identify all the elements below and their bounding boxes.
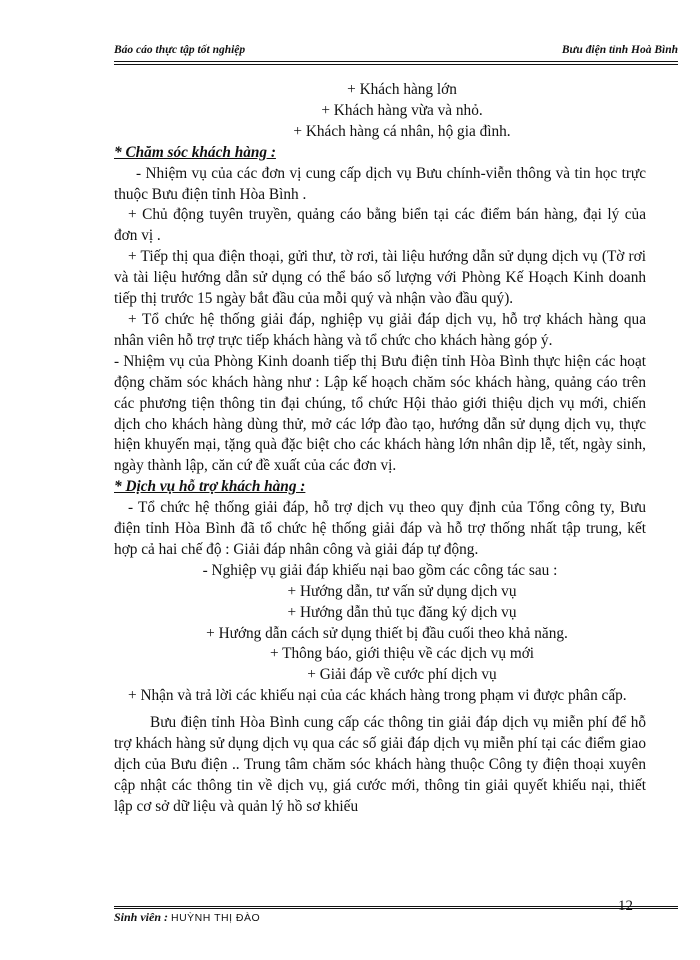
paragraph: + Tổ chức hệ thống giải đáp, nghiệp vụ giải đáp dịch vụ, hỗ trợ khách hàng qua nhân viên hỗ trợ trực tiếp khách hàng và tổ chức cho khách hàng góp ý. bbox=[114, 310, 646, 349]
header-right-title: Bưu điện tỉnh Hoà Bình bbox=[561, 44, 678, 56]
footer-label: Sinh viên : bbox=[114, 910, 169, 924]
paragraph: + Thông báo, giới thiệu về các dịch vụ mới bbox=[269, 645, 535, 663]
paragraph: + Khách hàng cá nhân, hộ gia đình. bbox=[293, 122, 511, 140]
paragraph: + Khách hàng vừa và nhỏ. bbox=[321, 101, 483, 119]
paragraph: - Nhiệm vụ của các đơn vị cung cấp dịch vụ Bưu chính-viễn thông và tin học trực thuộc Bưu điện tỉnh Hòa Bình . bbox=[114, 164, 646, 203]
header-rule-thin bbox=[114, 64, 678, 65]
paragraph: + Tiếp thị qua điện thoại, gửi thư, tờ rơi, tài liệu hướng dẫn sử dụng dịch vụ (Tờ rơi và tài liệu hướng dẫn sử dụng có thể báo số lượng với Phòng Kế Hoạch Kinh doanh tiếp thị trước 15 ngày bắt đầu của mỗi quý và nhận vào đầu quý). bbox=[114, 248, 646, 308]
header-left-title: Báo cáo thực tập tốt nghiệp bbox=[114, 44, 246, 56]
paragraph: + Hướng dẫn, tư vấn sử dụng dịch vụ bbox=[287, 582, 517, 600]
page-footer bbox=[114, 910, 260, 925]
paragraph: - Nhiệm vụ của Phòng Kinh doanh tiếp thị Bưu điện tỉnh Hòa Bình thực hiện các hoạt động chăm sóc khách hàng như : Lập kế hoạch chăm sóc khách hàng, quảng cáo trên các phương tiện thông tin đại chúng, tổ chức Hội thảo giới thiệu dịch vụ mới, chiến dịch cho khách hàng dùng thử, mở các lớp đào tạo, hướng dẫn sử dụng dịch vụ, thực hiện khuyến mại, tặng quà đặc biệt cho các khách hàng lớn nhân dịp lễ, tết, ngày sinh, ngày thành lập, căn cứ đề xuất của các đơn vị. bbox=[114, 352, 646, 475]
footer-rule bbox=[114, 906, 678, 907]
student-name: HUỲNH THỊ ĐÀO bbox=[171, 912, 261, 924]
footer-rule-thin bbox=[114, 908, 678, 909]
paragraph: + Chủ động tuyên truyền, quảng cáo bằng biển tại các điểm bán hàng, đại lý của đơn vị . bbox=[114, 206, 646, 245]
paragraph: Bưu điện tỉnh Hòa Bình cung cấp các thông tin giải đáp dịch vụ miễn phí để hỗ trợ khách hàng sử dụng dịch vụ qua các số giải đáp dịch vụ miễn phí tại các điểm giao dịch của Bưu điện .. Trung tâm chăm sóc khách hàng thuộc Công ty điện thoại xuyên cập nhật các thông tin về dịch vụ, giá cước mới, thông tin giải quyết khiếu nại, thiết lập cơ sở dữ liệu và quản lý hồ sơ khiếu bbox=[114, 714, 646, 815]
paragraph: + Nhận và trả lời các khiếu nại của các khách hàng trong phạm vi được phân cấp. bbox=[128, 687, 627, 705]
page-header bbox=[114, 44, 678, 58]
paragraph: + Giải đáp về cước phí dịch vụ bbox=[307, 666, 497, 684]
paragraph: + Hướng dẫn thủ tục đăng ký dịch vụ bbox=[287, 603, 517, 621]
page-number: 12 bbox=[618, 898, 633, 914]
paragraph: - Tổ chức hệ thống giải đáp, hỗ trợ dịch vụ theo quy định của Tổng công ty, Bưu điện tỉnh Hòa Bình đã tổ chức hệ thống giải đáp và hỗ trợ thống nhất tập trung, kết hợp cả hai chế độ : Giải đáp nhân công và giải đáp tự động. bbox=[114, 499, 646, 558]
paragraph: + Khách hàng lớn bbox=[347, 81, 457, 98]
paragraph: + Hướng dẫn cách sử dụng thiết bị đầu cuối theo khả năng. bbox=[206, 624, 568, 642]
section-heading: * Dịch vụ hỗ trợ khách hàng : bbox=[114, 478, 306, 496]
document-body bbox=[114, 80, 646, 818]
header-rule bbox=[114, 61, 678, 62]
paragraph: - Nghiệp vụ giải đáp khiếu nại bao gồm các công tác sau : bbox=[202, 561, 558, 579]
section-heading: * Chăm sóc khách hàng : bbox=[114, 143, 276, 161]
